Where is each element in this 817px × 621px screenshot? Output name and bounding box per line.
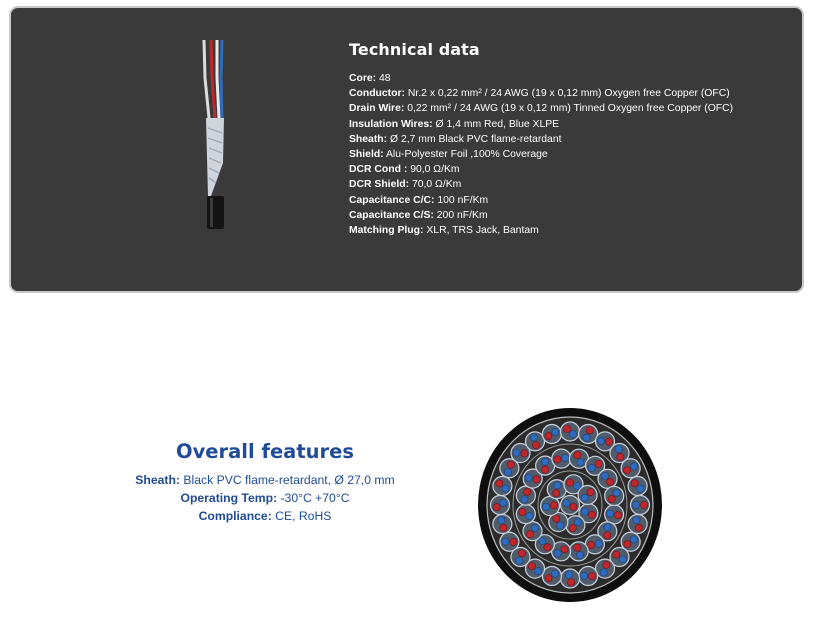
feature-label: Operating Temp: (180, 491, 278, 505)
spec-label: DCR Shield: (349, 179, 410, 191)
cable-pair-icon (552, 449, 571, 468)
spec-capacitance-cs (349, 208, 789, 223)
cable-pair-icon (542, 566, 561, 585)
spec-label: Shield: (349, 149, 384, 161)
cable-pair-icon (605, 505, 624, 524)
cable-pair-icon (541, 497, 560, 516)
spec-value: Nr.2 x 0,22 mm² / 24 AWG (19 x 0,12 mm) Oxygen free Copper (OFC) (407, 88, 730, 100)
spec-label: Capacitance C/S: (349, 209, 434, 221)
cable-pair-icon (493, 476, 512, 495)
spec-dcr-cond (349, 162, 789, 177)
cable-pair-icon (516, 486, 535, 505)
overall-features-title: Overall features (176, 440, 354, 463)
technical-data-content (349, 40, 789, 238)
cable-pair-icon (493, 515, 512, 534)
spec-label: DCR Cond : (349, 164, 408, 176)
spec-label: Capacitance C/C: (349, 194, 435, 206)
cable-pair-icon (491, 496, 510, 515)
feature-value: CE, RoHS (275, 509, 332, 523)
technical-data-panel (9, 6, 804, 293)
spec-label: Sheath: (349, 133, 388, 145)
spec-value: 48 (379, 73, 391, 84)
spec-core (349, 71, 789, 86)
spec-insulation-wires (349, 117, 789, 132)
overall-features (105, 440, 425, 525)
cable-pair-icon (569, 542, 588, 561)
cable-pair-icon (628, 476, 647, 495)
feature-value: -30°C +70°C (280, 491, 350, 505)
spec-value: 0,22 mm² / 24 AWG (19 x 0,12 mm) Tinned Oxygen free Copper (OFC) (407, 103, 734, 115)
feature-sheath (105, 471, 425, 489)
spec-shield (349, 147, 789, 162)
feature-compliance (105, 507, 425, 525)
feature-label: Sheath: (135, 473, 180, 487)
spec-value: 90,0 Ω/Km (410, 164, 460, 176)
spec-label: Matching Plug: (349, 225, 424, 237)
spec-value: 70,0 Ω/Km (411, 179, 462, 191)
spec-label: Core: (349, 73, 377, 84)
spec-value: 100 nF/Km (437, 194, 489, 206)
spec-label: Conductor: (349, 88, 405, 100)
cable-pair-icon (579, 425, 598, 444)
spec-conductor (349, 86, 789, 101)
cable-pair-icon (526, 432, 545, 451)
cable-pair-icon (566, 516, 585, 535)
cable-pair-icon (628, 515, 647, 534)
cable-pair-icon (500, 532, 519, 551)
multicore-cable-cross-section-icon (477, 407, 663, 603)
single-pair-cable-icon (191, 38, 241, 233)
cable-pair-icon (578, 485, 597, 504)
feature-value: Black PVC flame-retardant, Ø 27,0 mm (183, 473, 395, 487)
spec-sheath (349, 132, 789, 147)
cable-pair-icon (605, 486, 624, 505)
cable-pair-icon (579, 566, 598, 585)
cable-pair-icon (631, 496, 650, 515)
spec-matching-plug (349, 223, 789, 238)
cable-pair-icon (621, 459, 640, 478)
technical-data-title: Technical data (349, 40, 480, 59)
cable-pair-icon (523, 522, 542, 541)
spec-value: Ø 1,4 mm Red, Blue XLPE (435, 118, 560, 130)
spec-capacitance-cc (349, 193, 789, 208)
spec-dcr-shield (349, 177, 789, 192)
spec-label: Insulation Wires: (349, 118, 433, 130)
cable-pair-icon (561, 496, 580, 515)
cable-pair-icon (598, 469, 617, 488)
spec-value: XLR, TRS Jack, Bantam (426, 225, 539, 237)
cable-pair-icon (561, 422, 580, 441)
cable-pair-icon (596, 559, 615, 578)
spec-value: 200 nF/Km (436, 209, 488, 221)
cable-pair-icon (516, 505, 535, 524)
spec-value: Alu-Polyester Foil ,100% Coverage (385, 149, 548, 161)
feature-label: Compliance: (198, 509, 272, 523)
spec-drain-wire (349, 101, 789, 116)
cable-pair-icon (547, 480, 566, 499)
cable-pair-icon (542, 425, 561, 444)
cable-pair-icon (561, 569, 580, 588)
spec-label: Drain Wire: (349, 103, 405, 115)
feature-operating-temp (105, 489, 425, 507)
spec-value: Ø 2,7 mm Black PVC flame-retardant (390, 133, 562, 145)
